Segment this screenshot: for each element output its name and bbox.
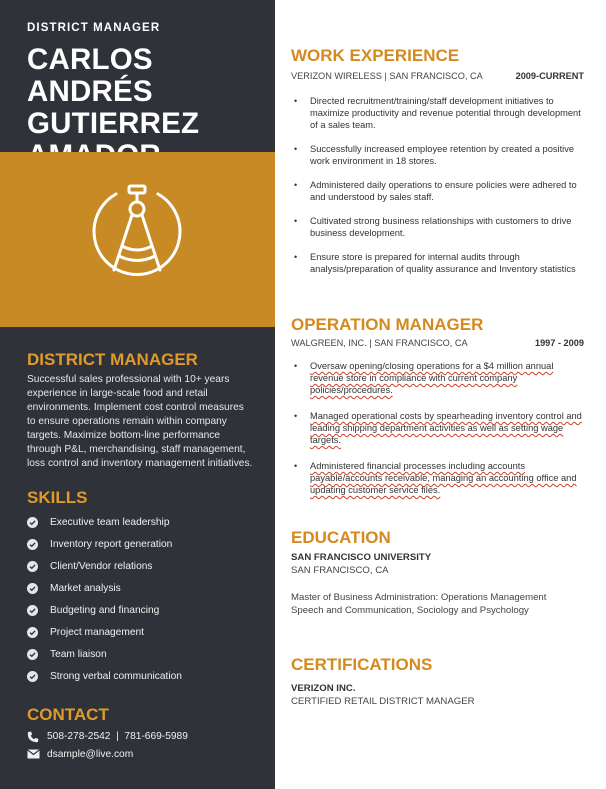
skill-label: Budgeting and financing (50, 605, 160, 616)
job-bullets (291, 95, 584, 275)
work-experience-section (291, 46, 584, 287)
skill-item (27, 582, 253, 604)
bullet-item (291, 410, 584, 446)
check-circle-icon (27, 627, 38, 638)
name-line: CARLOS ANDRÉS (27, 43, 153, 108)
spellcheck-flagged-text: Oversaw opening/closing operations for a $4 million annual revenue store in compliance with current company policies/procedures. (310, 361, 554, 395)
skills-list (27, 516, 253, 692)
skill-label: Client/Vendor relations (50, 561, 153, 572)
skills-section (27, 488, 253, 692)
bullet-item: • Cultivated strong business relationships with customers to drive business development. (291, 215, 584, 239)
skill-item (27, 626, 253, 648)
bullet-item: • Ensure store is prepared for internal audits through analysis/preparation of quality assurance and Inventory statistics (291, 251, 584, 275)
skill-item (27, 670, 253, 692)
skill-label: Strong verbal communication (50, 671, 182, 682)
email-address[interactable]: dsample@live.com (47, 749, 134, 760)
skill-item (27, 560, 253, 582)
name-line: GUTIERREZ (27, 107, 200, 140)
skill-label: Executive team leadership (50, 517, 170, 528)
phone-numbers: 508-278-2542 | 781-669-5989 (47, 731, 188, 742)
degree-line: Speech and Communication, Sociology and Psychology (291, 605, 529, 616)
phone-icon (27, 731, 39, 743)
education-heading: EDUCATION (291, 528, 391, 547)
job-meta (291, 70, 584, 83)
sidebar (0, 0, 275, 789)
contact-heading: CONTACT (27, 705, 109, 724)
check-circle-icon (27, 605, 38, 616)
contact-email (27, 748, 253, 766)
skill-item (27, 538, 253, 560)
certifications-section (291, 655, 584, 708)
bullet-item: • Directed recruitment/training/staff development initiatives to maximize productivity and revenue potential through development of a sales team. (291, 95, 584, 131)
check-circle-icon (27, 671, 38, 682)
company-location: WALGREEN, INC. | SAN FRANCISCO, CA (291, 338, 468, 348)
skill-item (27, 604, 253, 626)
employment-years: 1997 - 2009 (534, 338, 584, 348)
sidebar-header (0, 0, 275, 172)
bullet-item (291, 460, 584, 496)
summary-heading: DISTRICT MANAGER (27, 350, 198, 369)
skill-label: Market analysis (50, 583, 121, 594)
job-bullets (291, 360, 584, 496)
check-circle-icon (27, 649, 38, 660)
bullet-item: • Successfully increased employee retention by created a positive work environment in 18 stores. (291, 143, 584, 167)
check-circle-icon (27, 583, 38, 594)
skill-label: Project management (50, 627, 145, 638)
spellcheck-flagged-text: Managed operational costs by spearheading inventory control and leading shipping department activities as well as setting wage targets. (310, 411, 582, 445)
summary-section (27, 350, 253, 471)
certifications-heading: CERTIFICATIONS (291, 655, 433, 674)
skill-item (27, 516, 253, 538)
envelope-icon (27, 749, 40, 759)
role-eyebrow: DISTRICT MANAGER (27, 22, 161, 34)
employment-years: 2009-CURRENT (515, 71, 584, 81)
degree-line: Master of Business Administration: Operations Management (291, 592, 547, 603)
bullet-item: • Administered daily operations to ensure policies were adhered to and understood by sales staff. (291, 179, 584, 203)
drafting-compass-icon (88, 182, 186, 280)
skill-label: Team liaison (50, 649, 107, 660)
company-location: VERIZON WIRELESS | SAN FRANCISCO, CA (291, 71, 483, 81)
operation-manager-section (291, 315, 584, 510)
logo-band (0, 152, 275, 327)
operation-manager-heading: OPERATION MANAGER (291, 315, 484, 334)
work-experience-heading: WORK EXPERIENCE (291, 46, 460, 65)
summary-text: Successful sales professional with 10+ years experience in large-scale food and retail environments. Implement cost control measures to ensure operations remain within company targets. Maximize bottom-line performance through P&L, merchandising, staff management, loss control and inventory management initiatives. (27, 374, 253, 469)
cert-title: CERTIFIED RETAIL DISTRICT MANAGER (291, 696, 475, 707)
school-name: SAN FRANCISCO UNIVERSITY (291, 552, 432, 563)
main-content (275, 0, 606, 789)
skill-item (27, 648, 253, 670)
check-circle-icon (27, 561, 38, 572)
contact-phone (27, 730, 253, 748)
bullet-item (291, 360, 584, 396)
cert-issuer: VERIZON INC. (291, 683, 356, 694)
education-section (291, 528, 584, 617)
school-location: SAN FRANCISCO, CA (291, 565, 389, 576)
contact-section (27, 705, 253, 766)
check-circle-icon (27, 517, 38, 528)
check-circle-icon (27, 539, 38, 550)
skill-label: Inventory report generation (50, 539, 173, 550)
skills-heading: SKILLS (27, 488, 88, 507)
spellcheck-flagged-text: Administered financial processes including accounts payable/accounts receivable, managing an accounting office and updating customer service files. (310, 461, 577, 495)
job-meta (291, 337, 584, 350)
